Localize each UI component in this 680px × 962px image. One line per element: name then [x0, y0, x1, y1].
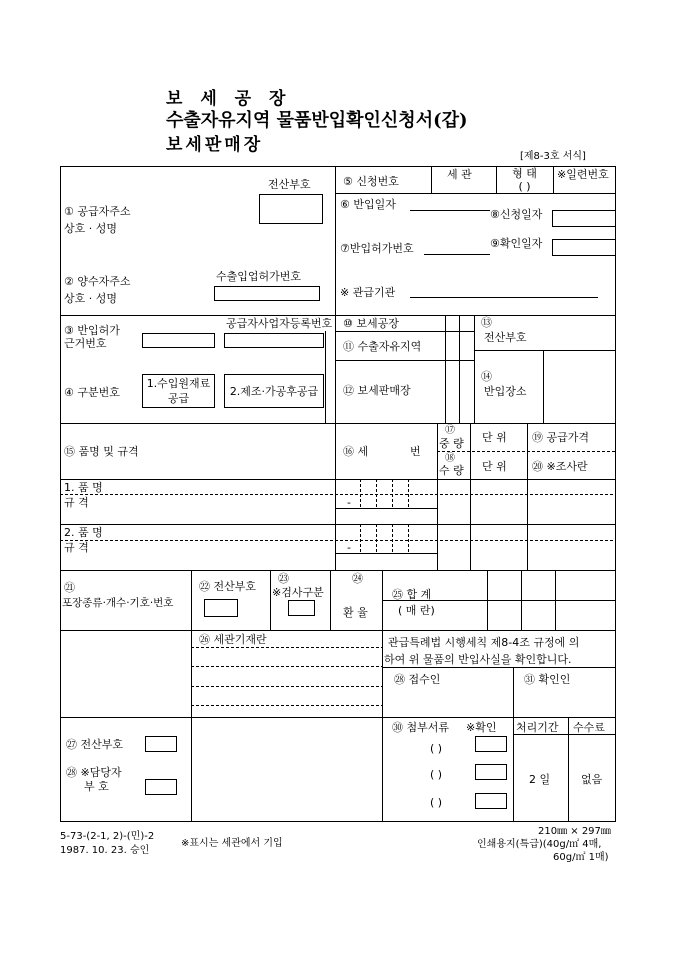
attachment-paren-1: ( ) — [430, 742, 443, 755]
officer-label-b: 부 호 — [84, 780, 109, 793]
basis-computer-code-label: 전산부호 — [484, 331, 527, 344]
statement-line-1: 관급특례법 시행세칙 제8-4조 규정에 의 — [388, 636, 580, 649]
supply-price-label: ⑲ 공급가격 — [532, 431, 590, 444]
quantity-label: 수 량 — [439, 464, 464, 477]
tariff-label: ⑯ 세 — [343, 445, 369, 458]
n18-label: ⑱ — [445, 453, 455, 464]
total-label: ㉕ 합 계 — [392, 588, 432, 601]
confirmation-date-field[interactable] — [552, 239, 616, 256]
title-line-2: 수출자유지역 물품반입확인신청서(갑) — [166, 110, 468, 131]
customs-label: 세 관 — [447, 168, 472, 181]
item-2-dash: - — [347, 541, 351, 554]
category-option-1-line-b: 공급 — [167, 392, 190, 405]
item-1-dash: - — [347, 496, 351, 509]
n13-label: ⑬ — [481, 316, 492, 329]
supplier-business-reg-label: 공급자사업자등록번호 — [226, 317, 333, 330]
item-2-spec-label: 규 격 — [64, 541, 89, 554]
application-date-field[interactable] — [552, 210, 616, 227]
title-line-1: 보 세 공 장 — [166, 89, 292, 109]
footer-paper-2: 60g/㎡ 1매) — [553, 852, 609, 863]
footer-code-1: 5-73-(2-1, 2)-(민)-2 — [60, 831, 155, 842]
confirmer-label: ㉛ 확인인 — [524, 673, 571, 686]
footer-paper-1: 인쇄용지(특급)(40g/㎡ 4매, — [477, 839, 602, 850]
attachment-check-1[interactable] — [475, 736, 507, 752]
serial-number-label: ※일련번호 — [557, 168, 609, 181]
unit-label-1: 단 위 — [482, 431, 507, 444]
category-option-1[interactable] — [142, 374, 215, 408]
attachments-check-label: ※확인 — [466, 721, 497, 734]
processing-period-value: 2 일 — [529, 773, 551, 786]
supplier-address-label: ① 공급자주소 — [64, 205, 131, 218]
import-basis-label-2: 근거번호 — [64, 337, 107, 350]
item-1-name-label: 1. 품 명 — [64, 481, 103, 494]
packing-label: 포장종류·개수·기호·번호 — [62, 597, 174, 609]
attachment-paren-2: ( ) — [430, 768, 443, 781]
n14-label: ⑭ — [481, 370, 492, 383]
transferee-name-label: 상호 · 성명 — [64, 292, 117, 305]
total-sub-label: ( 매 란) — [398, 604, 435, 617]
item-1-spec-label: 규 격 — [64, 496, 89, 509]
computer-code-label: 전산부호 — [268, 178, 311, 191]
bonded-factory-label: ⑩ 보세공장 — [343, 317, 399, 330]
category-number-label: ④ 구분번호 — [64, 386, 120, 399]
category-option-2[interactable] — [224, 374, 324, 408]
unit-label-2: 단 위 — [482, 460, 507, 473]
packing-computer-code-label: ㉒ 전산부호 — [199, 580, 257, 593]
application-number-label: ⑤ 신청번호 — [343, 175, 399, 188]
import-basis-label-1: ③ 반입허가 — [64, 324, 120, 337]
form-code: [제8-3호 서식] — [520, 151, 586, 162]
transferee-address-label: ② 양수자주소 — [64, 275, 131, 288]
footer-size: 210㎜ × 297㎜ — [538, 826, 611, 837]
category-option-1-line-a: 1.수입원재료 — [146, 377, 211, 390]
import-permit-number-label: ⑦반입허가번호 — [340, 242, 414, 255]
inspection-type-field[interactable] — [288, 600, 315, 616]
customs-notes-label: ㉖ 세관기재란 — [199, 633, 267, 646]
customs-office-label: ※ 관급기관 — [340, 286, 396, 299]
attachment-check-3[interactable] — [475, 793, 507, 809]
attachment-paren-3: ( ) — [430, 796, 443, 809]
export-registration-label: 수출입업허가번호 — [216, 270, 302, 283]
n24-label: ㉔ — [352, 572, 363, 585]
type-label: 형 태 — [512, 167, 537, 180]
processing-period-label: 처리기간 — [516, 721, 559, 734]
exchange-rate-label: 환 율 — [343, 606, 368, 619]
warehouse-label: 반입장소 — [484, 385, 527, 398]
application-date-label: ⑧신청일자 — [490, 208, 543, 221]
confirmation-date-label: ⑨확인일자 — [490, 237, 543, 250]
n21-label: ㉑ — [64, 581, 75, 594]
footer-code-2: 1987. 10. 23. 승인 — [60, 845, 150, 856]
export-registration-field[interactable] — [214, 286, 320, 301]
fee-label: 수수료 — [573, 721, 605, 734]
footer-note: ※표시는 세관에서 기입 — [181, 838, 283, 849]
inspection-label: ⑳ ※조사란 — [532, 460, 588, 473]
officer-code-field[interactable] — [145, 779, 177, 795]
item-2-name-label: 2. 품 명 — [64, 526, 103, 539]
bottom-computer-code-label: ㉗ 전산부호 — [66, 738, 124, 751]
attachment-check-2[interactable] — [475, 764, 507, 780]
bonded-store-label: ⑫ 보세판매장 — [343, 384, 411, 397]
packing-computer-code-field[interactable] — [204, 599, 238, 617]
free-zone-label: ⑪ 수출자유지역 — [343, 340, 422, 353]
n23-label: ㉓ — [278, 572, 289, 585]
officer-label-a: ㉘ ※담당자 — [66, 766, 122, 779]
import-date-label: ⑥ 반입일자 — [340, 198, 396, 211]
receiver-label: ㉘ 접수인 — [394, 673, 441, 686]
supplier-name-label: 상호 · 성명 — [64, 222, 117, 235]
title-line-3: 보세판매장 — [166, 135, 264, 155]
inspection-type-label: ※검사구분 — [272, 586, 324, 599]
fee-value: 없음 — [581, 773, 603, 786]
statement-line-2: 하여 위 물품의 반입사실을 확인합니다. — [384, 653, 572, 666]
computer-code-field[interactable] — [259, 194, 323, 224]
category-option-2-text: 2.제조·가공후공급 — [229, 385, 319, 398]
tariff-label-b: 번 — [410, 445, 421, 458]
weight-label: 중 량 — [439, 437, 464, 450]
bottom-computer-code-field[interactable] — [145, 736, 177, 752]
n17-label: ⑰ — [445, 425, 455, 436]
import-basis-field[interactable] — [142, 333, 215, 348]
supplier-business-reg-field[interactable] — [224, 333, 324, 348]
attachments-label: ㉚ 첨부서류 — [392, 721, 450, 734]
type-paren: ( ) — [518, 180, 531, 193]
goods-name-spec-label: ⑮ 품명 및 규격 — [64, 445, 139, 458]
